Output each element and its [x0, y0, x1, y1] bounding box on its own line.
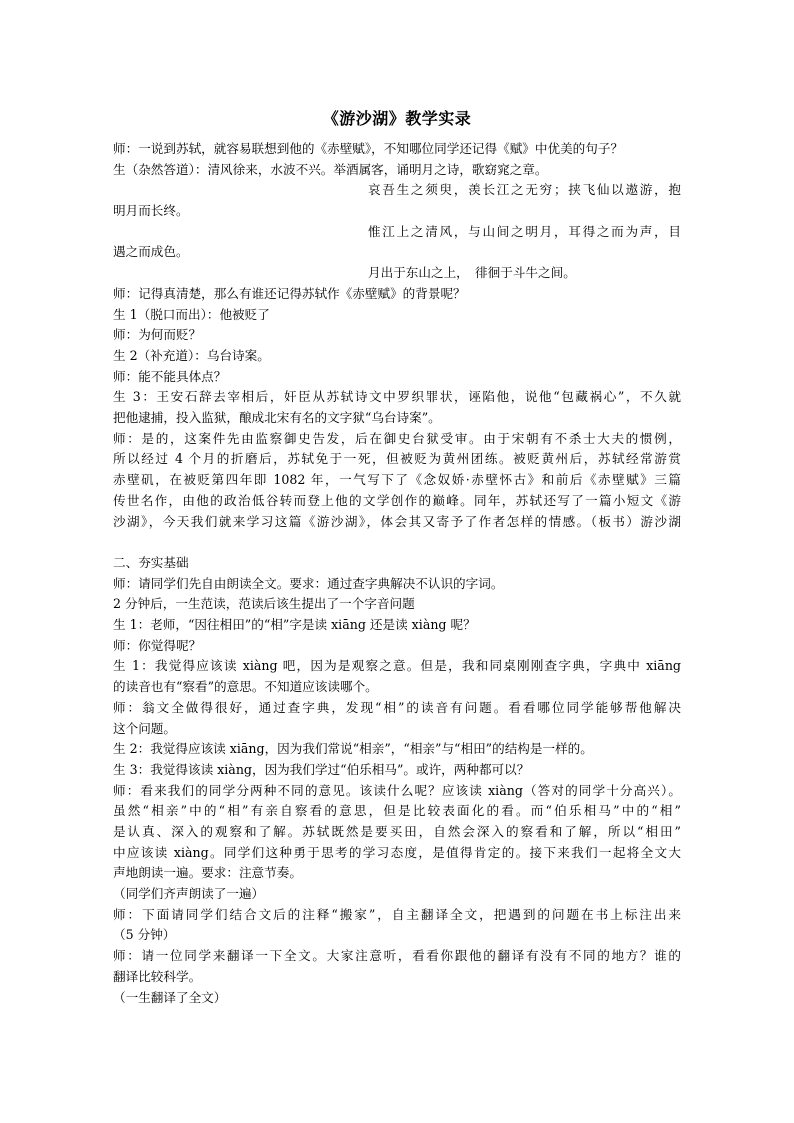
text-line: 传世名作，由他的政治低谷转而登上他的文学创作的巅峰。同年，苏轼还写了一篇小短文《游 [113, 492, 681, 508]
text-line: （同学们齐声朗读了一遍） [113, 886, 265, 902]
text-line: （一生翻译了全文） [113, 989, 227, 1005]
text-line: 遇之而成色。 [113, 244, 189, 260]
text-line: 是认真、深入的观察和了解。苏轼既然是要买田，自然会深入的察看和了解，所以“相田” [113, 824, 681, 839]
text-line: 生 2：我觉得应该读 xiāng，因为我们常说“相亲”，“相亲”与“相田”的结构是一样的。 [113, 741, 593, 757]
text-line: 师：翁文全做得很好，通过查字典，发现“相”的读音有问题。看看哪位同学能够帮他解决 [113, 699, 681, 715]
text-line: 师：为何而贬？ [113, 327, 202, 343]
text-line: 这个问题。 [113, 720, 176, 736]
text-line: 生 1：我觉得应该读 xiàng 吧，因为是观察之意。但是，我和同桌刚刚查字典，字典中 xiāng [113, 658, 681, 674]
document-body [113, 139, 681, 1008]
text-line: 沙湖》，今天我们就来学习这篇《游沙湖》，体会其又寄予了作者怎样的情感。（板书）游沙湖 [113, 513, 681, 529]
text-line: 生 3：我觉得该读 xiàng，因为我们学过“伯乐相马”。或许，两种都可以？ [113, 761, 530, 777]
text-line: 师：一说到苏轼，就容易联想到他的《赤壁赋》，不知哪位同学还记得《赋》中优美的句子？ [113, 141, 624, 156]
text-line: 把他逮捕，投入监狱，酿成北宋有名的文字狱“乌台诗案”。 [113, 410, 441, 426]
text-line: （5 分钟） [113, 927, 176, 943]
text-line: 哀吾生之须臾，羡长江之无穷；挟飞仙以遨游，抱 [368, 182, 681, 198]
text-line: 生 1（脱口而出）：他被贬了 [113, 306, 270, 322]
text-line: 生 2（补充道）：乌台诗案。 [113, 348, 270, 363]
document-title: 《游沙湖》教学实录 [322, 109, 472, 128]
text-line: 师：下面请同学们结合文后的注释“搬家”，自主翻译全文，把遇到的问题在书上标注出来 [113, 906, 681, 922]
text-line: 师：是的，这案件先由监察御史告发，后在御史台狱受审。由于宋朝有不杀士大夫的惯例， [113, 430, 681, 446]
text-line: 生（杂然答道）：清风徐来，水波不兴。举酒属客，诵明月之诗，歌窈窕之章。 [113, 161, 548, 177]
blank-line [113, 532, 681, 553]
text-line: 中应该读 xiàng。同学们这种勇于思考的学习态度，是值得肯定的。接下来我们一起将全文大 [113, 844, 681, 860]
text-line: 师：请一位同学来翻译一下全文。大家注意听，看看你跟他的翻译有没有不同的地方？谁的 [113, 948, 681, 964]
text-line: 师：请同学们先自由朗读全文。要求：通过查字典解决不认识的字词。 [113, 575, 504, 591]
text-line: 虽然“相亲”中的“相”有亲自察看的意思，但是比较表面化的看。而“伯乐相马”中的“相” [113, 803, 681, 819]
text-line: 赤壁矶，在被贬第四年即 1082 年，一气写下了《念奴娇·赤壁怀古》和前后《赤壁赋》三篇 [113, 472, 681, 488]
text-line: 明月而长终。 [113, 203, 189, 219]
text-line: 师：记得真清楚，那么有谁还记得苏轼作《赤壁赋》的背景呢？ [113, 285, 466, 301]
text-line: 生 3：王安石辞去宰相后，奸臣从苏轼诗文中罗织罪状，诬陷他，说他“包藏祸心”，不久就 [113, 389, 681, 405]
text-line: 的读音也有“察看”的意思。不知道应该读哪个。 [113, 679, 378, 695]
text-line: 惟江上之清风，与山间之明月，耳得之而为声，目 [368, 223, 681, 239]
text-line: 生 1：老师，“因往相田”的“相”字是读 xiāng 还是读 xiàng 呢？ [113, 617, 476, 633]
text-line: 声地朗读一遍。要求：注意节奏。 [113, 865, 302, 881]
text-line: 师：能不能具体点？ [113, 368, 227, 384]
text-line: 师：你觉得呢？ [113, 637, 202, 653]
text-line: 2 分钟后，一生范读，范读后该生提出了一个字音问题 [113, 596, 415, 612]
text-line: 月出于东山之上， 徘徊于斗牛之间。 [368, 265, 576, 281]
text-line: 所以经过 4 个月的折磨后，苏轼免于一死，但被贬为黄州团练。被贬黄州后，苏轼经常游赏 [113, 451, 681, 467]
text-line: 二、夯实基础 [113, 554, 189, 570]
text-line: 师：看来我们的同学分两种不同的意见。该读什么呢？应该读 xiàng（答对的同学十分高兴）。 [113, 782, 681, 798]
text-line: 翻译比较科学。 [113, 968, 202, 984]
